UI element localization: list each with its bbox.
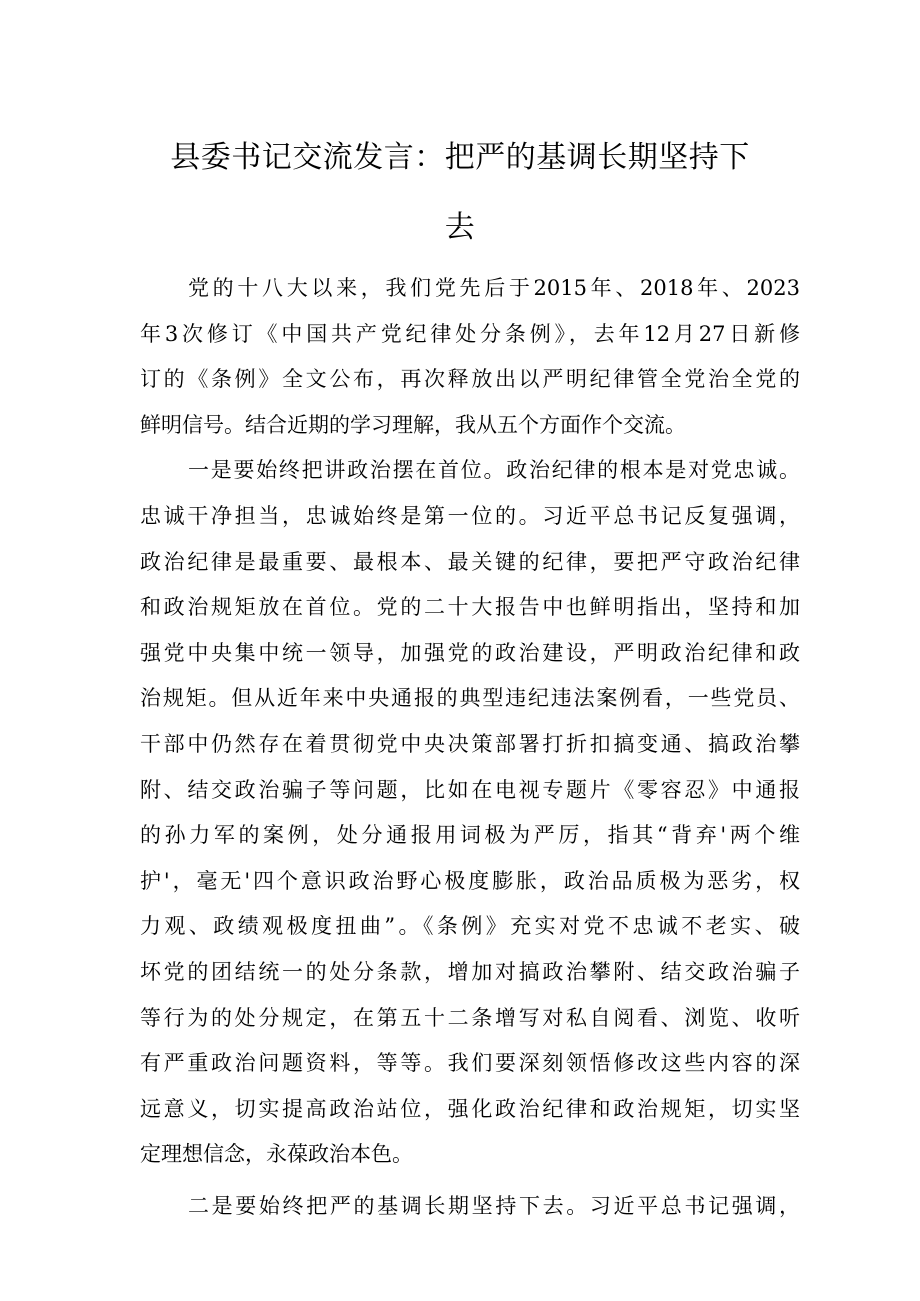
- text-line: 订的《条例》全文公布，再次释放出以严明纪律管全党治全党的: [140, 367, 800, 392]
- text-line: 一是要始终把讲政治摆在首位。政治纪律的根本是对党忠诚。: [188, 458, 800, 483]
- text-line: 附、结交政治骗子等问题，比如在电视专题片《零容忍》中通报: [140, 777, 800, 802]
- paragraph-point-two: [140, 1184, 800, 1230]
- text-line: 远意义，切实提高政治站位，强化政治纪律和政治规矩，切实坚: [140, 1096, 800, 1121]
- text-line: 二是要始终把严的基调长期坚持下去。习近平总书记强调，: [188, 1193, 800, 1218]
- text-line: 护'，毫无'四个意识政治野心极度膨胀，政治品质极为恶劣，权: [140, 868, 800, 893]
- text-line: 鲜明信号。结合近期的学习理解，我从五个方面作个交流。: [140, 412, 686, 437]
- text-line: 忠诚干净担当，忠诚始终是第一位的。习近平总书记反复强调，: [140, 503, 800, 528]
- document-title-line-2: 去: [444, 210, 476, 245]
- text-line: 有严重政治问题资料，等等。我们要深刻领悟修改这些内容的深: [140, 1051, 800, 1076]
- document-title-line-1: 县委书记交流发言：把严的基调长期坚持下: [170, 140, 750, 175]
- document-body: [140, 266, 800, 1229]
- text-line: 和政治规矩放在首位。党的二十大报告中也鲜明指出，坚持和加: [140, 595, 800, 620]
- text-line: 政治纪律是最重要、最根本、最关键的纪律，要把严守政治纪律: [140, 549, 800, 574]
- text-line: 年3次修订《中国共产党纪律处分条例》，去年12月27日新修: [140, 321, 800, 346]
- paragraph-point-one: [140, 448, 800, 1178]
- text-line: 坏党的团结统一的处分条款，增加对搞政治攀附、结交政治骗子: [140, 959, 800, 984]
- text-line: 的孙力军的案例，处分通报用词极为严厉，指其“背弃'两个维: [140, 823, 800, 848]
- text-line: 党的十八大以来，我们党先后于2015年、2018年、2023: [188, 276, 800, 300]
- text-line: 等行为的处分规定，在第五十二条增写对私自阅看、浏览、收听: [140, 1005, 800, 1030]
- text-line: 强党中央集中统一领导，加强党的政治建设，严明政治纪律和政: [140, 640, 800, 665]
- text-line: 治规矩。但从近年来中央通报的典型违纪违法案例看，一些党员、: [140, 686, 800, 711]
- text-line: 干部中仍然存在着贯彻党中央决策部署打折扣搞变通、搞政治攀: [140, 731, 800, 756]
- text-line: 定理想信念，永葆政治本色。: [140, 1142, 413, 1167]
- paragraph-intro: [140, 266, 800, 448]
- text-line: 力观、政绩观极度扭曲”。《条例》充实对党不忠诚不老实、破: [140, 914, 800, 939]
